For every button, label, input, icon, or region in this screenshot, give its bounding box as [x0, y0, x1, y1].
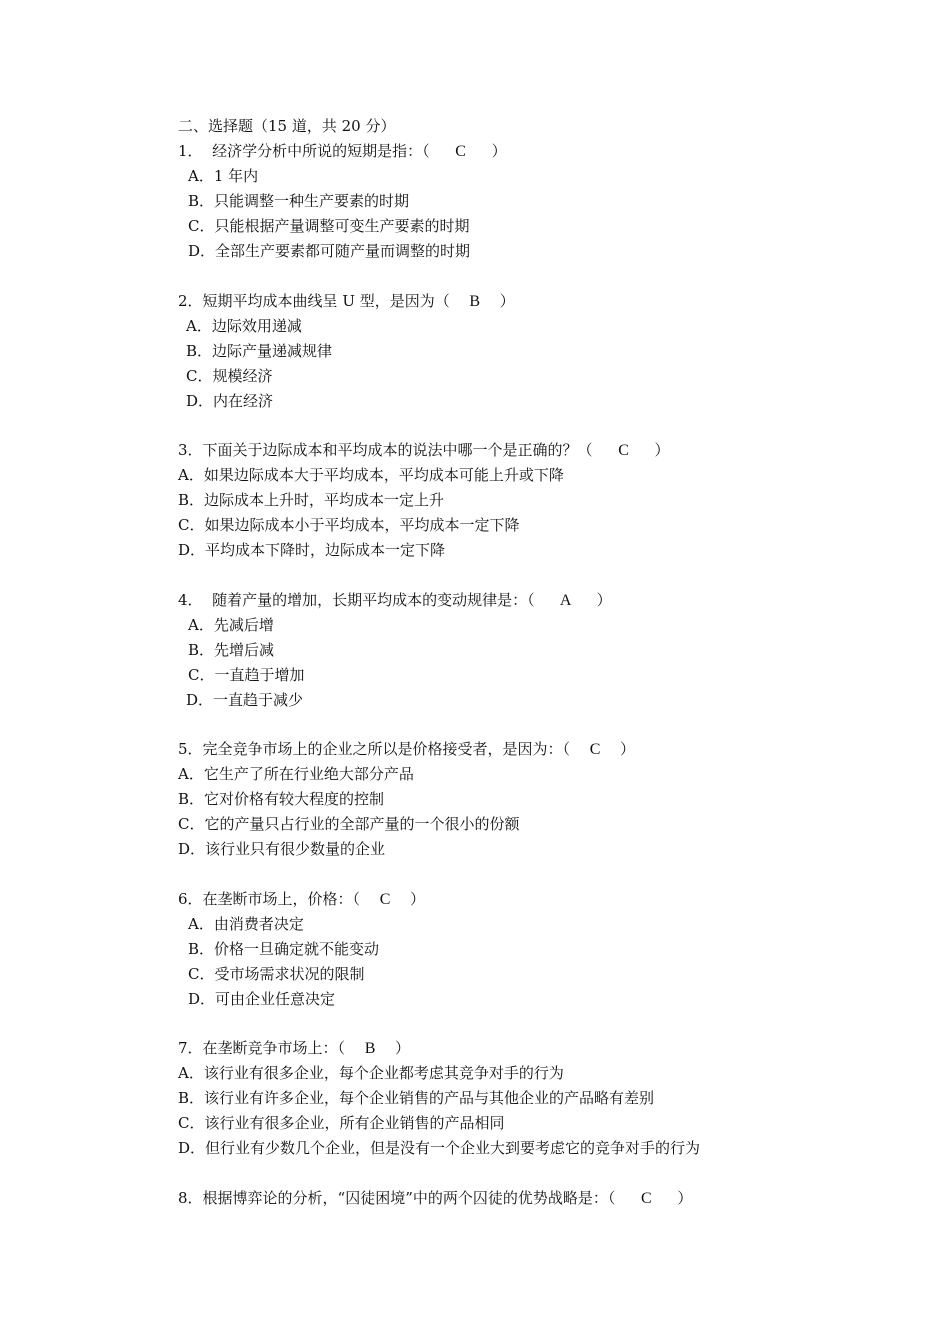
close-paren: ） — [654, 441, 670, 459]
option-c: C．如果边际成本小于平均成本，平均成本一定下降 — [178, 516, 520, 534]
option-c: C．该行业有很多企业，所有企业销售的产品相同 — [178, 1114, 505, 1132]
question-stem — [178, 139, 898, 164]
question-stem — [178, 1186, 898, 1211]
question-stem-text: 1． 经济学分析中所说的短期是指：（ — [178, 142, 430, 160]
option-b: B．边际产量递减规律 — [186, 341, 333, 360]
close-paren: ） — [677, 1188, 693, 1207]
question-stem — [178, 1036, 898, 1061]
option-c: C．它的产量只占行业的全部产量的一个很小的份额 — [178, 815, 520, 833]
option-b: B．价格一旦确定就不能变动 — [188, 939, 380, 958]
spacer — [178, 1161, 898, 1186]
option-a: A．该行业有很多企业，每个企业都考虑其竞争对手的行为 — [178, 1064, 564, 1082]
question-4 — [178, 588, 898, 713]
question-1 — [178, 139, 898, 264]
answer-value: B — [364, 1040, 376, 1057]
answer-value: C — [455, 143, 466, 160]
close-paren: ） — [395, 1039, 411, 1057]
option-d: D．内在经济 — [186, 391, 274, 410]
question-stem-text: 8．根据博弈论的分析，“囚徒困境”中的两个囚徒的优势战略是：（ — [178, 1188, 616, 1207]
option-d: D．一直趋于减少 — [186, 690, 304, 709]
option-c: C．规模经济 — [186, 366, 273, 385]
answer-value: C — [618, 442, 629, 459]
question-stem — [178, 588, 898, 613]
question-5 — [178, 737, 898, 862]
close-paren: ） — [410, 889, 426, 908]
answer-value: C — [379, 890, 391, 908]
question-list — [178, 114, 898, 1211]
question-stem-text: 7．在垄断竞争市场上：（ — [178, 1039, 346, 1057]
question-2 — [178, 289, 898, 414]
answer-value: A — [559, 591, 572, 609]
option-d: D．全部生产要素都可随产量而调整的时期 — [188, 242, 471, 260]
question-6 — [178, 887, 898, 1012]
close-paren: ） — [491, 142, 507, 160]
option-c: C．受市场需求状况的限制 — [188, 964, 365, 983]
option-b: B．先增后减 — [188, 640, 275, 659]
option-b: B．边际成本上升时，平均成本一定上升 — [178, 491, 445, 509]
close-paren: ） — [620, 740, 636, 758]
spacer — [178, 563, 898, 588]
question-7 — [178, 1036, 898, 1161]
option-a: A．如果边际成本大于平均成本，平均成本可能上升或下降 — [178, 466, 564, 484]
section-title: 二、选择题（15 道，共 20 分） — [178, 117, 396, 135]
question-stem — [178, 438, 898, 463]
spacer — [178, 862, 898, 887]
option-c: C．只能根据产量调整可变生产要素的时期 — [188, 217, 470, 235]
option-b: B．只能调整一种生产要素的时期 — [188, 192, 410, 210]
option-c: C．一直趋于增加 — [188, 665, 305, 684]
question-3 — [178, 438, 898, 563]
answer-value: C — [641, 1189, 652, 1207]
option-d: D．但行业有少数几个企业，但是没有一个企业大到要考虑它的竞争对手的行为 — [178, 1139, 701, 1157]
option-d: D．可由企业任意决定 — [188, 989, 336, 1008]
option-b: B．它对价格有较大程度的控制 — [178, 790, 385, 808]
spacer — [178, 414, 898, 439]
question-stem — [178, 289, 898, 314]
question-stem — [178, 887, 898, 912]
question-stem-text: 5．完全竞争市场上的企业之所以是价格接受者，是因为：（ — [178, 740, 571, 758]
spacer — [178, 1012, 898, 1037]
question-stem-text: 4． 随着产量的增加，长期平均成本的变动规律是：（ — [178, 590, 535, 609]
question-stem-text: 6．在垄断市场上，价格：（ — [178, 889, 361, 908]
answer-value: C — [589, 741, 601, 758]
option-a: A．先减后增 — [188, 615, 274, 634]
spacer — [178, 713, 898, 738]
question-8 — [178, 1186, 898, 1211]
option-a: A．1 年内 — [188, 167, 259, 185]
option-a: A．它生产了所在行业绝大部分产品 — [178, 765, 414, 783]
option-d: D．该行业只有很少数量的企业 — [178, 840, 386, 858]
answer-value: B — [469, 292, 481, 310]
question-stem-text: 2．短期平均成本曲线呈 U 型，是因为（ — [178, 291, 450, 310]
option-b: B．该行业有许多企业，每个企业销售的产品与其他企业的产品略有差别 — [178, 1089, 655, 1107]
close-paren: ） — [499, 291, 515, 310]
option-a: A．由消费者决定 — [188, 914, 304, 933]
question-stem — [178, 737, 898, 762]
option-a: A．边际效用递减 — [186, 316, 302, 335]
close-paren: ） — [596, 590, 612, 609]
question-stem-text: 3．下面关于边际成本和平均成本的说法中哪一个是正确的？（ — [178, 441, 593, 459]
option-d: D．平均成本下降时，边际成本一定下降 — [178, 541, 446, 559]
spacer — [178, 264, 898, 289]
